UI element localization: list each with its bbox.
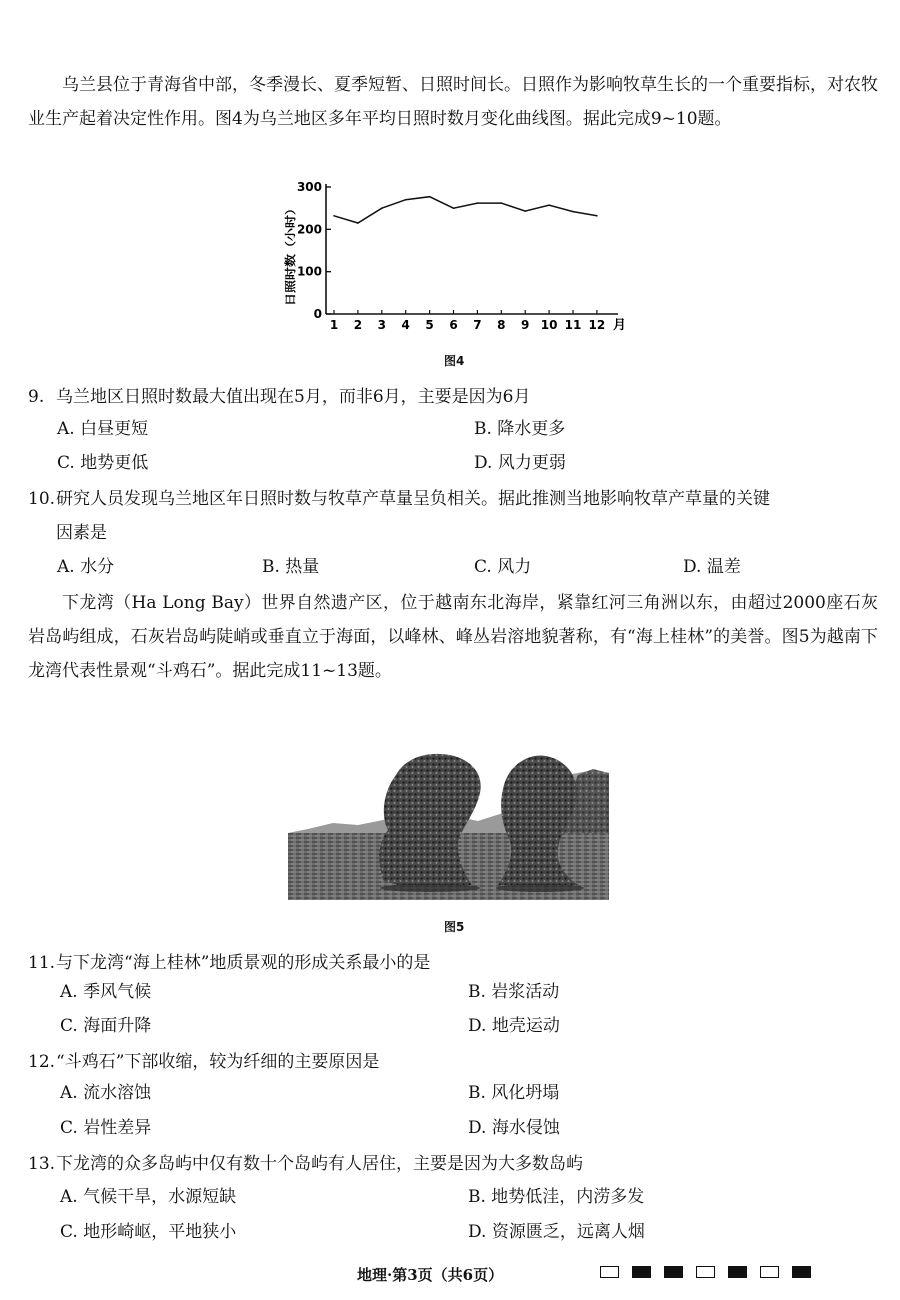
hollow-square-icon bbox=[696, 1266, 715, 1278]
data-point bbox=[477, 202, 479, 204]
q13-option-a[interactable]: A. 气候干旱，水源短缺 bbox=[60, 1187, 237, 1207]
x-tick-label: 1 bbox=[329, 318, 339, 332]
question-9-number: 9. bbox=[28, 387, 45, 407]
question-9-text: 乌兰地区日照时数最大值出现在5月，而非6月，主要是因为6月 bbox=[56, 387, 531, 407]
x-tick-label: 12 bbox=[588, 318, 606, 332]
intro-paragraph-1: 乌兰县位于青海省中部，冬季漫长、夏季短暂、日照时间长。日照作为影响牧草生长的一个重要指标，对农牧业生产起着决定性作用。图4为乌兰地区多年平均日照时数月变化曲线图。据此完成9~10题。 bbox=[28, 75, 878, 129]
q11-option-b[interactable]: B. 岩浆活动 bbox=[468, 982, 560, 1002]
question-12-stem bbox=[28, 1045, 880, 1079]
question-12-text: “斗鸡石”下部收缩，较为纤细的主要原因是 bbox=[56, 1052, 380, 1072]
data-point bbox=[572, 211, 574, 213]
sunshine-hours-chart bbox=[276, 172, 636, 332]
data-point bbox=[524, 210, 526, 212]
figure-5-caption: 图5 bbox=[444, 920, 465, 934]
q9-option-b[interactable]: B. 降水更多 bbox=[474, 419, 566, 439]
data-point bbox=[429, 196, 431, 198]
q9-option-d[interactable]: D. 风力更弱 bbox=[474, 453, 566, 473]
q12-option-a[interactable]: A. 流水溶蚀 bbox=[60, 1083, 152, 1103]
data-point bbox=[596, 215, 598, 217]
y-tick-label: 200 bbox=[296, 222, 322, 237]
question-9-stem bbox=[28, 380, 880, 414]
q9-option-c[interactable]: C. 地势更低 bbox=[57, 453, 149, 473]
q9-option-a[interactable]: A. 白昼更短 bbox=[57, 419, 149, 439]
x-tick-label: 6 bbox=[449, 318, 458, 332]
question-13-stem bbox=[28, 1147, 880, 1181]
q13-option-d[interactable]: D. 资源匮乏，远离人烟 bbox=[468, 1222, 645, 1242]
q12-option-b[interactable]: B. 风化坍塌 bbox=[468, 1083, 560, 1103]
sunshine-series-line bbox=[334, 197, 597, 223]
filled-square-icon bbox=[632, 1266, 651, 1278]
q10-option-a[interactable]: A. 水分 bbox=[57, 557, 115, 577]
hollow-square-icon bbox=[600, 1266, 619, 1278]
question-11-stem bbox=[28, 946, 880, 980]
page-footer: 地理·第3页（共6页） bbox=[357, 1266, 504, 1284]
q11-option-d[interactable]: D. 地壳运动 bbox=[468, 1016, 560, 1036]
q10-option-b[interactable]: B. 热量 bbox=[262, 557, 320, 577]
y-tick-label: 300 bbox=[296, 180, 322, 194]
fighting-cock-rock-photo bbox=[288, 745, 609, 900]
x-tick-label: 7 bbox=[473, 318, 482, 332]
q11-option-a[interactable]: A. 季风气候 bbox=[60, 982, 152, 1002]
data-point bbox=[405, 199, 407, 201]
question-10-text-1: 研究人员发现乌兰地区年日照时数与牧草产草量呈负相关。据此推测当地影响牧草产草量的关键 bbox=[56, 489, 770, 509]
question-11-text: 与下龙湾“海上桂林”地质景观的形成关系最小的是 bbox=[56, 953, 431, 973]
data-point bbox=[381, 207, 383, 209]
question-10-text-2: 因素是 bbox=[56, 523, 107, 543]
chart-ylabel: 日照时数（小时） bbox=[284, 218, 297, 306]
question-10-number: 10. bbox=[28, 489, 56, 509]
question-11-number: 11. bbox=[28, 953, 56, 973]
data-point bbox=[548, 204, 550, 206]
question-12-number: 12. bbox=[28, 1052, 56, 1072]
question-13-text: 下龙湾的众多岛屿中仅有数十个岛屿有人居住，主要是因为大多数岛屿 bbox=[56, 1154, 583, 1174]
x-tick-label: 5 bbox=[425, 318, 434, 332]
figure-4-caption: 图4 bbox=[444, 354, 465, 368]
filled-square-icon bbox=[792, 1266, 811, 1278]
x-tick-label: 8 bbox=[497, 318, 506, 332]
q11-option-c[interactable]: C. 海面升降 bbox=[60, 1016, 152, 1036]
q13-option-b[interactable]: B. 地势低洼，内涝多发 bbox=[468, 1187, 645, 1207]
question-13-number: 13. bbox=[28, 1154, 56, 1174]
x-tick-label: 9 bbox=[521, 318, 530, 332]
filled-square-icon bbox=[664, 1266, 683, 1278]
intro-paragraph-2: 下龙湾（Ha Long Bay）世界自然遗产区，位于越南东北海岸，紧靠红河三角洲以东，由超过2000座石灰岩岛屿组成，石灰岩岛屿陡峭或垂直立于海面，以峰林、峰丛岩溶地貌著称，有“海上桂林”的美誉。图5为越南下龙湾代表性景观“斗鸡石”。据此完成11~13题。 bbox=[28, 593, 878, 681]
data-point bbox=[357, 222, 359, 224]
x-tick-label: 4 bbox=[401, 318, 410, 332]
x-tick-label: 3 bbox=[377, 318, 386, 332]
q13-option-c[interactable]: C. 地形崎岖，平地狭小 bbox=[60, 1222, 237, 1242]
data-point bbox=[453, 207, 455, 209]
filled-square-icon bbox=[728, 1266, 747, 1278]
q10-option-d[interactable]: D. 温差 bbox=[683, 557, 741, 577]
x-axis-unit: 月 bbox=[613, 318, 627, 332]
q12-option-c[interactable]: C. 岩性差异 bbox=[60, 1118, 152, 1138]
hollow-square-icon bbox=[760, 1266, 779, 1278]
question-10-stem bbox=[28, 482, 880, 550]
y-tick-label: 100 bbox=[296, 264, 322, 279]
footer-marks bbox=[600, 1266, 811, 1278]
q10-option-c[interactable]: C. 风力 bbox=[474, 557, 532, 577]
q12-option-d[interactable]: D. 海水侵蚀 bbox=[468, 1118, 560, 1138]
x-tick-label: 2 bbox=[353, 318, 363, 332]
data-point bbox=[501, 202, 503, 204]
y-tick-label: 0 bbox=[313, 307, 322, 321]
x-tick-label: 10 bbox=[540, 318, 558, 332]
x-tick-label: 11 bbox=[564, 318, 582, 332]
data-point bbox=[333, 215, 335, 217]
